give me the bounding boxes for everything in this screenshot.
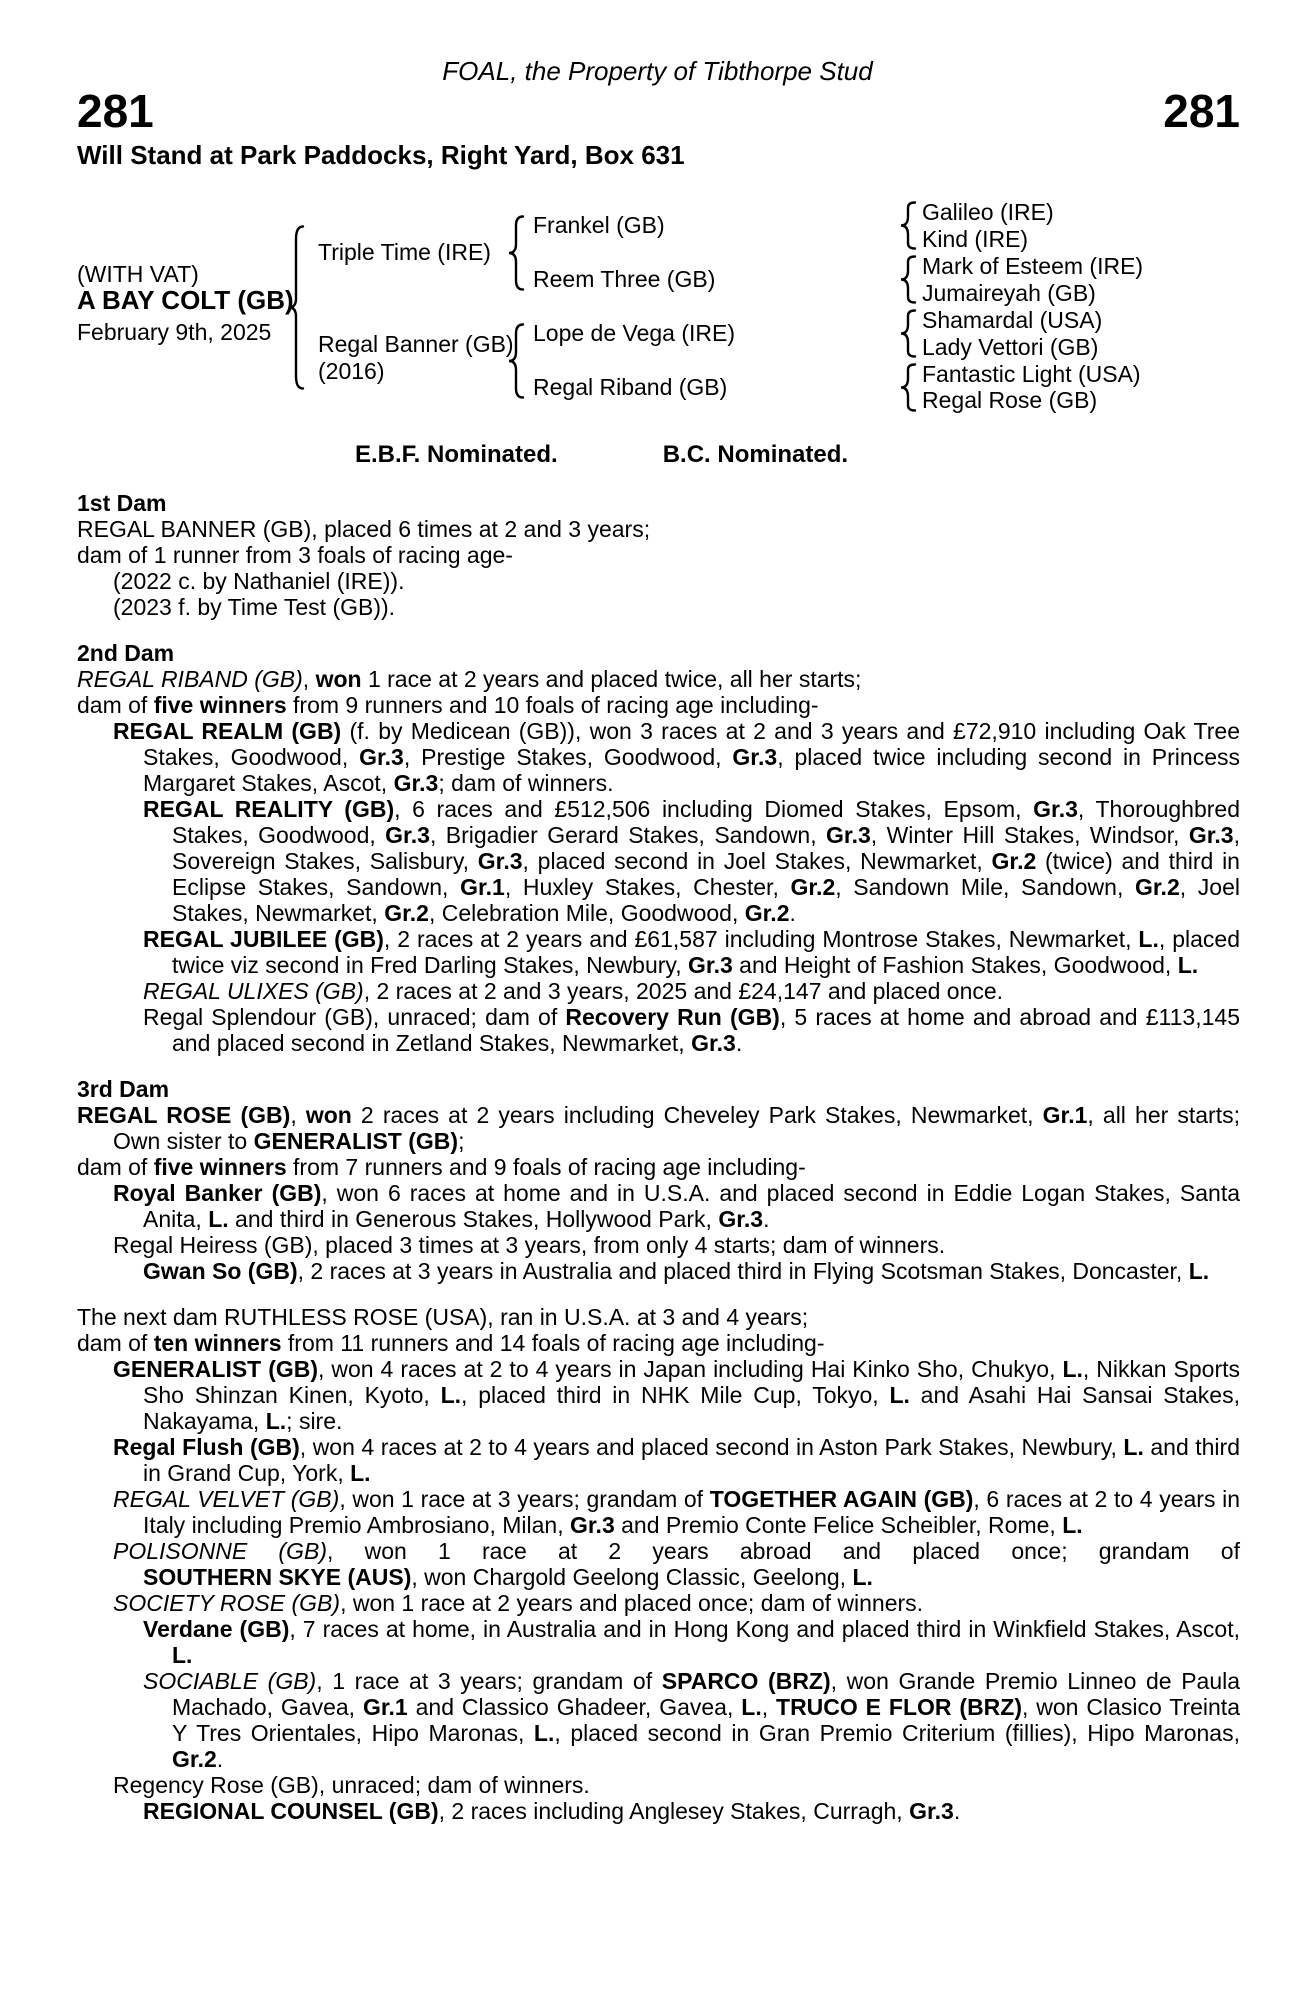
bold-text: L. bbox=[172, 1642, 193, 1668]
nominations bbox=[355, 441, 848, 469]
plain-text: Regal Heiress (GB), placed 3 times at 3 years, from only 4 starts; dam of winners. bbox=[113, 1232, 946, 1258]
pedigree-paragraph bbox=[77, 978, 1240, 1004]
sire-sire: Frankel (GB) bbox=[533, 212, 665, 238]
italic-text: SOCIABLE (GB) bbox=[143, 1668, 317, 1694]
plain-text: , Thoroughbred Stakes, Goodwood, bbox=[172, 796, 1240, 848]
plain-text: , placed twice viz second in Fred Darling Stakes, Newbury, bbox=[172, 926, 1240, 978]
plain-text: , won Chargold Geelong Classic, Geelong, bbox=[411, 1564, 853, 1590]
plain-text: dam of bbox=[77, 1154, 154, 1180]
subject-name: A BAY COLT (GB) bbox=[77, 285, 294, 315]
bold-text: Gr.3 bbox=[826, 822, 871, 848]
bold-text: Gr.2 bbox=[384, 900, 429, 926]
bold-text: Gr.3 bbox=[1033, 796, 1078, 822]
pedigree-brace-icon bbox=[505, 323, 527, 405]
section-heading: 1st Dam bbox=[77, 490, 167, 516]
bold-text: ten winners bbox=[153, 1330, 282, 1356]
plain-text: , Nikkan Sports Sho Shinzan Kinen, Kyoto, bbox=[143, 1356, 1240, 1408]
bold-text: Gr.2 bbox=[991, 848, 1037, 874]
plain-text: , Joel Stakes, Newmarket, bbox=[172, 874, 1240, 926]
pedigree-paragraph bbox=[77, 926, 1240, 978]
plain-text: dam of bbox=[77, 692, 154, 718]
bold-text: REGIONAL COUNSEL (GB) bbox=[143, 1798, 439, 1824]
ebf-nomination: E.B.F. Nominated. bbox=[355, 441, 558, 468]
plain-text: Regency Rose (GB), unraced; dam of winners. bbox=[113, 1772, 590, 1798]
bold-text: Gr.3 bbox=[393, 770, 439, 796]
foal-date: February 9th, 2025 bbox=[77, 319, 272, 345]
plain-text: , placed second in Gran Premio Criterium (fillies), Hipo Maronas, bbox=[554, 1720, 1240, 1746]
plain-text: . bbox=[789, 900, 796, 926]
bold-text: Gr.3 bbox=[569, 1512, 615, 1538]
pedigree-paragraph bbox=[77, 1616, 1240, 1668]
dam-section bbox=[77, 1304, 1240, 1824]
plain-text: and Classico Ghadeer, Gavea, bbox=[407, 1694, 742, 1720]
bold-text: L. bbox=[1062, 1356, 1083, 1382]
bold-text: L. bbox=[1062, 1512, 1083, 1538]
italic-text: REGAL RIBAND (GB) bbox=[77, 666, 303, 692]
plain-text: (f. by Medicean (GB)), won 3 races at 2 and 3 years and £72,910 including Oak Tree Stakes, Goodwood, bbox=[143, 718, 1240, 770]
bold-text: L. bbox=[265, 1408, 287, 1434]
plain-text: (2023 f. by Time Test (GB)). bbox=[113, 594, 396, 620]
bold-text: L. bbox=[741, 1694, 762, 1720]
plain-text: , Huxley Stakes, Chester, bbox=[504, 874, 791, 900]
plain-text: , 2 races at 2 and 3 years, 2025 and £24,147 and placed once. bbox=[363, 978, 1004, 1004]
bold-text: Gr.3 bbox=[1188, 822, 1234, 848]
bold-text: L. bbox=[889, 1382, 910, 1408]
bold-text: L. bbox=[208, 1206, 229, 1232]
bold-text: Gr.2 bbox=[744, 900, 790, 926]
plain-text: , won 4 races at 2 to 4 years and placed second in Aston Park Stakes, Newbury, bbox=[299, 1434, 1124, 1460]
section-heading: 2nd Dam bbox=[77, 640, 175, 666]
bold-text: five winners bbox=[153, 1154, 287, 1180]
pedigree-paragraph bbox=[77, 1180, 1240, 1232]
bold-text: REGAL REALITY (GB) bbox=[143, 796, 395, 822]
lot-number-right: 281 bbox=[1163, 85, 1240, 137]
plain-text: . bbox=[763, 1206, 770, 1232]
pedigree-tree bbox=[0, 195, 1315, 447]
plain-text: and Asahi Hai Sansai Stakes, Nakayama, bbox=[143, 1382, 1240, 1434]
stand-location: Will Stand at Park Paddocks, Right Yard, Box 631 bbox=[77, 140, 685, 170]
pedigree-paragraph bbox=[77, 692, 1240, 718]
plain-text: , 1 race at 3 years; grandam of bbox=[316, 1668, 662, 1694]
plain-text: , Celebration Mile, Goodwood, bbox=[428, 900, 745, 926]
bold-text: REGAL ROSE (GB) bbox=[77, 1102, 291, 1128]
dam-year: (2016) bbox=[318, 358, 385, 384]
bold-text: Gr.2 bbox=[1134, 874, 1180, 900]
plain-text: ; sire. bbox=[286, 1408, 343, 1434]
bold-text: Gr.2 bbox=[172, 1746, 217, 1772]
pedigree-details bbox=[77, 490, 1240, 1824]
plain-text: and Premio Conte Felice Scheibler, Rome, bbox=[614, 1512, 1063, 1538]
ggp-sire-sire-sire: Galileo (IRE) bbox=[922, 199, 1054, 225]
dam-section bbox=[77, 490, 1240, 620]
plain-text: The next dam RUTHLESS ROSE (USA), ran in U.S.A. at 3 and 4 years; bbox=[77, 1304, 809, 1330]
plain-text: , all her starts; Own sister to bbox=[113, 1102, 1241, 1154]
plain-text: , won 4 races at 2 to 4 years in Japan including Hai Kinko Sho, Chukyo, bbox=[318, 1356, 1063, 1382]
pedigree-paragraph bbox=[77, 1564, 1240, 1590]
bold-text: Royal Banker (GB) bbox=[113, 1180, 322, 1206]
ggp-sire-dam-sire: Mark of Esteem (IRE) bbox=[922, 253, 1144, 279]
bold-text: GENERALIST (GB) bbox=[113, 1356, 319, 1382]
plain-text: from 7 runners and 9 foals of racing age including- bbox=[286, 1154, 806, 1180]
ggp-dam-sire-dam: Lady Vettori (GB) bbox=[922, 334, 1099, 360]
pedigree-paragraph bbox=[77, 1772, 1240, 1798]
plain-text: from 9 runners and 10 foals of racing age including- bbox=[286, 692, 819, 718]
plain-text: and Height of Fashion Stakes, Goodwood, bbox=[732, 952, 1178, 978]
pedigree-paragraph bbox=[77, 1590, 1240, 1616]
bold-text: Gr.3 bbox=[718, 1206, 764, 1232]
bold-text: Gwan So (GB) bbox=[143, 1258, 298, 1284]
italic-text: SOCIETY ROSE (GB) bbox=[113, 1590, 341, 1616]
plain-text: 2 races at 2 years including Cheveley Park Stakes, Newmarket, bbox=[351, 1102, 1043, 1128]
pedigree-paragraph bbox=[77, 1798, 1240, 1824]
bold-text: SOUTHERN SKYE (AUS) bbox=[143, 1564, 412, 1590]
bold-text: Regal Flush (GB) bbox=[113, 1434, 300, 1460]
pedigree-paragraph bbox=[77, 1356, 1240, 1434]
pedigree-paragraph bbox=[77, 594, 1240, 620]
plain-text: dam of bbox=[77, 1330, 154, 1356]
pedigree-paragraph bbox=[77, 1154, 1240, 1180]
sire-name: Triple Time (IRE) bbox=[318, 239, 491, 265]
plain-text: , Winter Hill Stakes, Windsor, bbox=[870, 822, 1189, 848]
plain-text: , Sovereign Stakes, Salisbury, bbox=[172, 822, 1240, 874]
ggp-dam-dam-sire: Fantastic Light (USA) bbox=[922, 361, 1141, 387]
bold-text: Gr.3 bbox=[909, 1798, 954, 1824]
vat-note: (WITH VAT) bbox=[77, 261, 199, 287]
pedigree-paragraph bbox=[77, 1102, 1240, 1154]
pedigree-brace-icon bbox=[897, 255, 919, 310]
plain-text: (2022 c. by Nathaniel (IRE)). bbox=[113, 568, 405, 594]
plain-text: , placed twice including second in Princess Margaret Stakes, Ascot, bbox=[143, 744, 1240, 796]
bold-text: L. bbox=[440, 1382, 462, 1408]
plain-text: and third in Grand Cup, York, bbox=[143, 1434, 1240, 1486]
plain-text: , Brigadier Gerard Stakes, Sandown, bbox=[429, 822, 827, 848]
bold-text: REGAL JUBILEE (GB) bbox=[143, 926, 384, 952]
bold-text: Gr.3 bbox=[688, 952, 733, 978]
page-title: FOAL, the Property of Tibthorpe Stud bbox=[442, 56, 873, 86]
plain-text: . bbox=[216, 1746, 224, 1772]
bold-text: Gr.1 bbox=[362, 1694, 408, 1720]
bold-text: Gr.3 bbox=[477, 848, 523, 874]
plain-text: dam of 1 runner from 3 foals of racing age- bbox=[77, 542, 513, 568]
bold-text: five winners bbox=[153, 692, 287, 718]
bold-text: L. bbox=[1188, 1258, 1210, 1284]
dam-section bbox=[77, 1076, 1240, 1284]
pedigree-brace-icon bbox=[285, 225, 307, 396]
bold-text: won bbox=[305, 1102, 352, 1128]
bold-text: Gr.1 bbox=[1042, 1102, 1088, 1128]
ggp-sire-sire-dam: Kind (IRE) bbox=[922, 226, 1029, 252]
dam-dam: Regal Riband (GB) bbox=[533, 374, 728, 400]
plain-text: ; dam of winners. bbox=[438, 770, 614, 796]
ggp-dam-dam-dam: Regal Rose (GB) bbox=[922, 387, 1098, 413]
pedigree-paragraph bbox=[77, 1434, 1240, 1486]
ggp-dam-sire-sire: Shamardal (USA) bbox=[922, 307, 1103, 333]
plain-text: , placed second in Joel Stakes, Newmarket, bbox=[522, 848, 992, 874]
sire-dam: Reem Three (GB) bbox=[533, 266, 716, 292]
plain-text: . bbox=[953, 1798, 961, 1824]
bold-text: Gr.1 bbox=[460, 874, 505, 900]
plain-text: , won 1 race at 3 years; grandam of bbox=[339, 1486, 710, 1512]
pedigree-paragraph bbox=[77, 666, 1240, 692]
bc-nomination: B.C. Nominated. bbox=[662, 441, 849, 468]
pedigree-brace-icon bbox=[897, 201, 919, 256]
plain-text: , 7 races at home, in Australia and in Hong Kong and placed third in Winkfield Stakes, Ascot, bbox=[289, 1616, 1240, 1642]
bold-text: Gr.3 bbox=[691, 1030, 736, 1056]
lot-number-left: 281 bbox=[77, 85, 154, 137]
pedigree-brace-icon bbox=[897, 309, 919, 364]
bold-text: TRUCO E FLOR (BRZ) bbox=[776, 1694, 1022, 1720]
bold-text: Gr.3 bbox=[732, 744, 778, 770]
bold-text: won bbox=[315, 666, 362, 692]
plain-text: , 5 races at home and abroad and £113,145 and placed second in Zetland Stakes, Newmarket, bbox=[172, 1004, 1240, 1056]
plain-text: , won Grande Premio Linneo de Paula Machado, Gavea, bbox=[172, 1668, 1241, 1720]
plain-text: , bbox=[290, 1102, 306, 1128]
plain-text: , 6 races at 2 to 4 years in Italy including Premio Ambrosiano, Milan, bbox=[143, 1486, 1240, 1538]
italic-text: REGAL ULIXES (GB) bbox=[143, 978, 364, 1004]
plain-text: , bbox=[302, 666, 316, 692]
plain-text: ; bbox=[458, 1128, 465, 1154]
bold-text: TOGETHER AGAIN (GB) bbox=[709, 1486, 974, 1512]
bold-text: L. bbox=[852, 1564, 873, 1590]
plain-text: REGAL BANNER (GB), placed 6 times at 2 and 3 years; bbox=[77, 516, 651, 542]
plain-text: , bbox=[761, 1694, 777, 1720]
bold-text: Gr.3 bbox=[359, 744, 404, 770]
pedigree-paragraph bbox=[77, 1004, 1240, 1056]
pedigree-paragraph bbox=[77, 1232, 1240, 1258]
pedigree-paragraph bbox=[77, 1258, 1240, 1284]
bold-text: Gr.2 bbox=[790, 874, 836, 900]
bold-text: L. bbox=[1177, 952, 1199, 978]
plain-text: , won 1 race at 2 years abroad and placed once; grandam of bbox=[326, 1538, 1240, 1564]
plain-text: , Sandown Mile, Sandown, bbox=[835, 874, 1135, 900]
plain-text: (twice) and third in Eclipse Stakes, Sandown, bbox=[172, 848, 1240, 900]
pedigree-paragraph bbox=[77, 718, 1240, 796]
plain-text: , 6 races and £512,506 including Diomed Stakes, Epsom, bbox=[394, 796, 1034, 822]
pedigree-paragraph bbox=[77, 1486, 1240, 1538]
dam-section bbox=[77, 640, 1240, 1056]
bold-text: Recovery Run (GB) bbox=[565, 1004, 780, 1030]
plain-text: and third in Generous Stakes, Hollywood Park, bbox=[228, 1206, 719, 1232]
pedigree-paragraph bbox=[77, 1538, 1240, 1564]
bold-text: GENERALIST (GB) bbox=[253, 1128, 459, 1154]
bold-text: REGAL REALM (GB) bbox=[113, 718, 342, 744]
plain-text: , won 6 races at home and in U.S.A. and placed second in Eddie Logan Stakes, Santa Anita, bbox=[143, 1180, 1241, 1232]
pedigree-paragraph bbox=[77, 1668, 1240, 1772]
bold-text: L. bbox=[1138, 926, 1159, 952]
pedigree-paragraph bbox=[77, 516, 1240, 542]
pedigree-paragraph bbox=[77, 1330, 1240, 1356]
pedigree-paragraph bbox=[77, 796, 1240, 926]
bold-text: L. bbox=[1123, 1434, 1144, 1460]
pedigree-brace-icon bbox=[505, 215, 527, 297]
plain-text: from 11 runners and 14 foals of racing age including- bbox=[281, 1330, 825, 1356]
pedigree-paragraph bbox=[77, 1304, 1240, 1330]
plain-text: 1 race at 2 years and placed twice, all her starts; bbox=[361, 666, 862, 692]
plain-text: , won 1 race at 2 years and placed once; dam of winners. bbox=[340, 1590, 924, 1616]
bold-text: Verdane (GB) bbox=[143, 1616, 290, 1642]
dam-sire: Lope de Vega (IRE) bbox=[533, 320, 736, 346]
plain-text: , 2 races at 2 years and £61,587 including Montrose Stakes, Newmarket, bbox=[383, 926, 1139, 952]
plain-text: . bbox=[735, 1030, 743, 1056]
italic-text: REGAL VELVET (GB) bbox=[113, 1486, 340, 1512]
plain-text: , Prestige Stakes, Goodwood, bbox=[403, 744, 733, 770]
italic-text: POLISONNE (GB) bbox=[113, 1538, 327, 1564]
bold-text: L. bbox=[350, 1460, 371, 1486]
pedigree-paragraph bbox=[77, 542, 1240, 568]
bold-text: Gr.3 bbox=[385, 822, 430, 848]
ggp-sire-dam-dam: Jumaireyah (GB) bbox=[922, 280, 1096, 306]
section-heading: 3rd Dam bbox=[77, 1076, 170, 1102]
plain-text: , placed third in NHK Mile Cup, Tokyo, bbox=[461, 1382, 890, 1408]
plain-text: , 2 races at 3 years in Australia and placed third in Flying Scotsman Stakes, Doncaster, bbox=[297, 1258, 1189, 1284]
pedigree-brace-icon bbox=[897, 363, 919, 418]
plain-text: , won Clasico Treinta Y Tres Orientales, Hipo Maronas, bbox=[172, 1694, 1240, 1746]
plain-text: Regal Splendour (GB), unraced; dam of bbox=[143, 1004, 566, 1030]
pedigree-paragraph bbox=[77, 568, 1240, 594]
plain-text: , 2 races including Anglesey Stakes, Curragh, bbox=[438, 1798, 910, 1824]
dam-name: Regal Banner (GB) bbox=[318, 331, 514, 357]
bold-text: L. bbox=[533, 1720, 555, 1746]
bold-text: SPARCO (BRZ) bbox=[661, 1668, 831, 1694]
